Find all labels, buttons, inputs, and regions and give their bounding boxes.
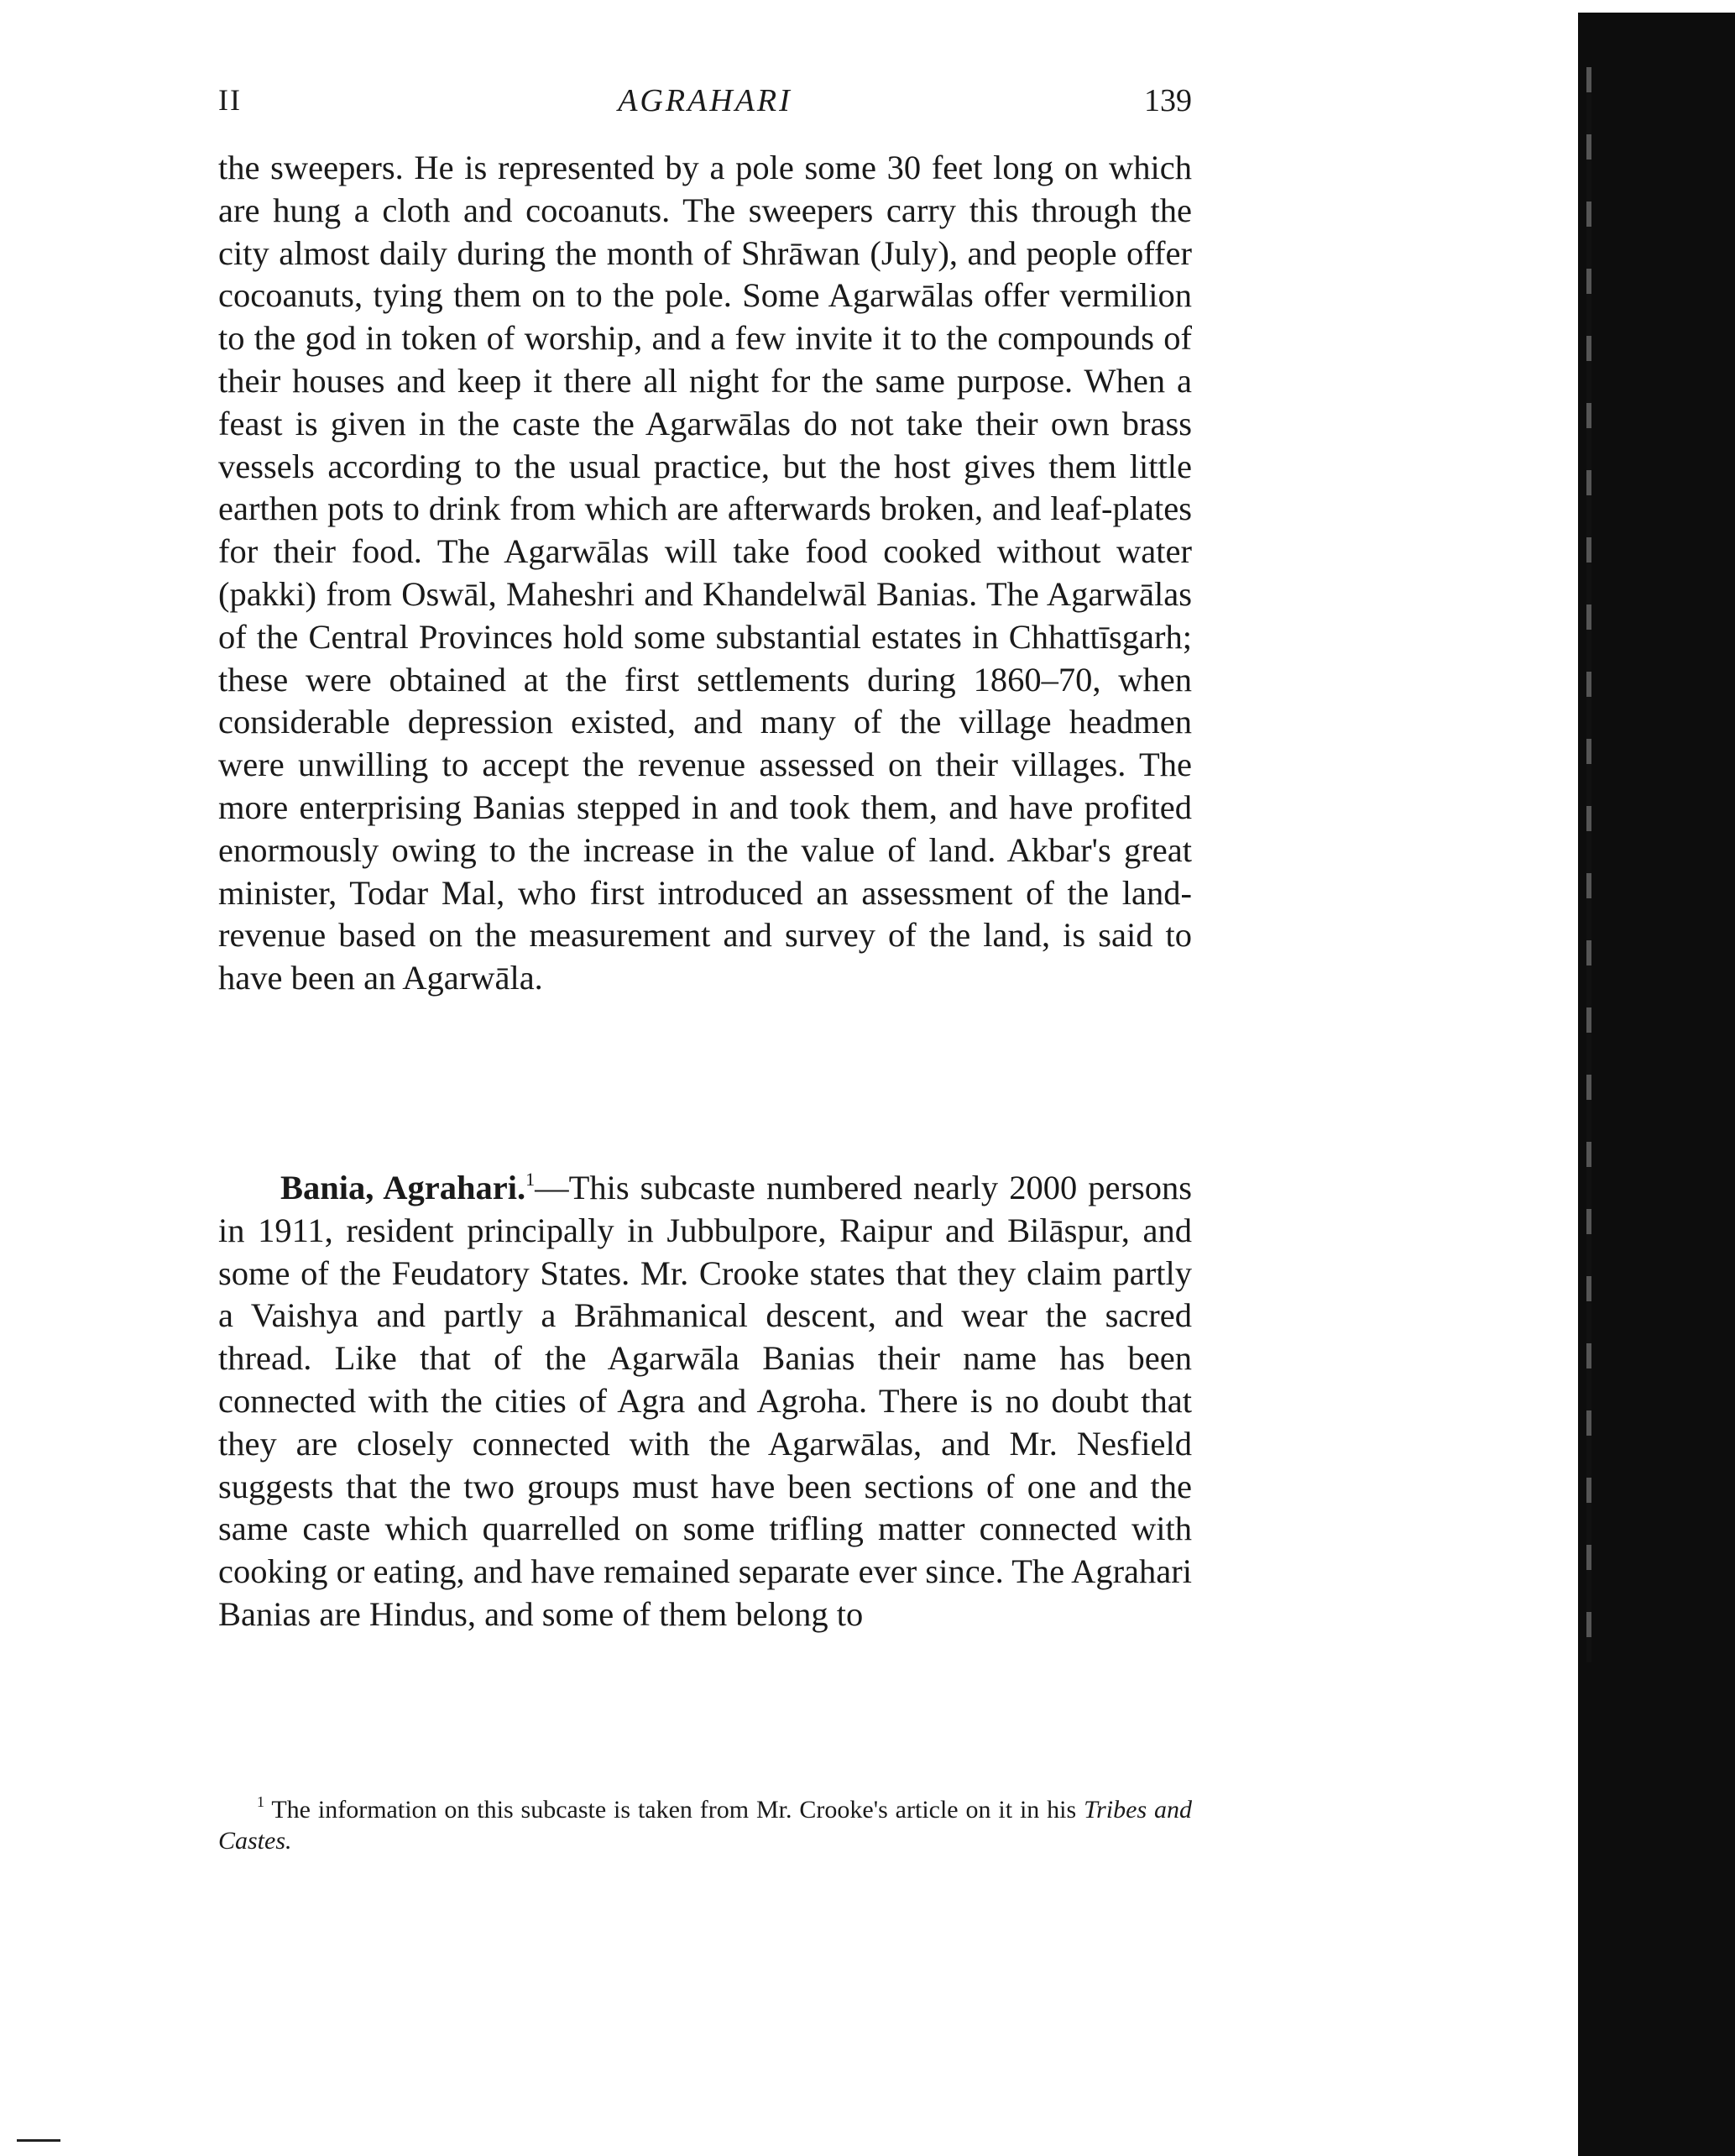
scan-edge-line [1586, 67, 1591, 1662]
footnote-work-title: Tribes and Castes. [218, 1796, 1193, 1855]
running-header [218, 82, 1192, 124]
chapter-numeral: II [218, 83, 242, 117]
footnote-text: The information on this subcaste is taken from Mr. Crooke's article on it in his [271, 1796, 1077, 1824]
footnote-reference[interactable]: 1 [525, 1168, 536, 1190]
paragraph-agarwala-continued: the sweepers. He is represented by a pole some 30 feet long on which are hung a cloth and cocoanuts. The sweepers carry this through the city almost daily during the month of Shrāwan (July), and people offer cocoanuts, tying them on to the pole. Some Agarwālas offer vermilion to the god in token of worship, and a few invite it to the compounds of their houses and keep it there all night for the same purpose. When a feast is given in the caste the Agarwālas do not take their own brass vessels according to the usual practice, but the host gives them little earthen pots to drink from which are afterwards broken, and leaf-plates for their food. The Agarwālas will take food cooked without water (pakki) from Oswāl, Maheshri and Khandelwāl Banias. The Agarwālas of the Central Provinces hold some substantial estates in Chhattīsgarh; these were obtained at the first settlements during 1860–70, when considerable depression existed, and many of the village headmen were unwilling to accept the revenue assessed on their villages. The more enterprising Banias stepped in and took them, and have profited enormously owing to the increase in the value of land. Akbar's great minister, Todar Mal, who first introduced an assessment of the land-revenue based on the measurement and survey of the land, is said to have been an Agarwāla. [218, 149, 1192, 997]
footnote [218, 1794, 1192, 1856]
running-title: AGRAHARI [618, 83, 792, 118]
entry-heading: Bania, Agrahari. [280, 1169, 526, 1206]
scan-binding-shadow [1578, 13, 1735, 2156]
footnote-marker: 1 [257, 1793, 264, 1810]
page-number: 139 [1144, 83, 1192, 118]
paragraph-bania-agrahari [218, 1167, 1192, 1636]
scan-corner-mark [17, 2139, 60, 2142]
entry-body: —This subcaste numbered nearly 2000 persons in 1911, resident principally in Jubbulpore, Raipur and Bilāspur, and some of the Feudatory States. Mr. Crooke states that they claim partly a Vaishya and partly a Brāhmanical descent, and wear the sacred thread. Like that of the Agarwāla Banias their name has been connected with the cities of Agra and Agroha. There is no doubt that they are closely connected with the Agarwālas, and Mr. Nesfield suggests that the two groups must have been sections of one and the same caste which quarrelled on some trifling matter connected with cooking or eating, and have remained separate ever since. The Agrahari Banias are Hindus, and some of them belong to [218, 1169, 1193, 1633]
